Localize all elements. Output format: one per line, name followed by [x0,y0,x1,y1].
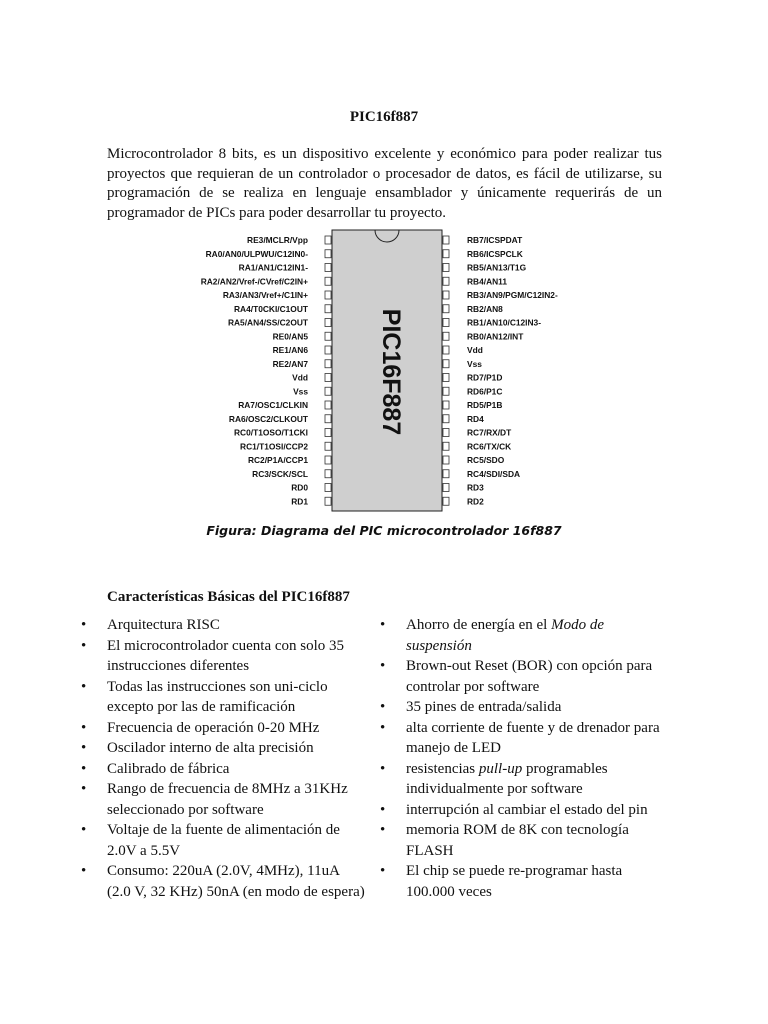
pin-label-right: RB0/AN12/INT [467,331,524,342]
pin-pad-right [443,319,449,327]
features-list-left [81,615,365,902]
feature-text: Oscilador interno de alta precisión [107,740,314,756]
feature-text: Voltaje de la fuente de alimentación de 2.0V a 5.5V [107,822,340,859]
pin-pad-left [325,401,331,409]
pin-pad-left [325,236,331,244]
pin-label-left: RC0/T1OSO/T1CKI [234,427,308,438]
bullet-icon: • [380,822,386,838]
feature-item [81,636,365,677]
pin-label-right: RB4/AN11 [467,276,508,287]
pin-label-left: RA0/AN0/ULPWU/C12IN0- [205,248,308,259]
feature-text: Frecuencia de operación 0-20 MHz [107,719,320,736]
pin-label-right: RC4/SDI/SDA [467,468,521,479]
pin-label-left: RD1 [291,496,308,507]
pin-label-left: Vss [293,386,308,397]
feature-item [380,615,670,656]
pin-label-left: RE2/AN7 [272,358,308,369]
feature-text: alta corriente de fuente y de drenador para manejo de LED [406,719,660,756]
pin-label-left: RA2/AN2/Vref-/CVref/C2IN+ [200,276,308,287]
pin-label-left: RE3/MCLR/Vpp [247,235,308,245]
pin-pad-left [325,415,331,423]
pin-label-left: RA5/AN4/SS/C2OUT [227,317,308,328]
bullet-icon: • [81,822,87,838]
pin-label-left: Vdd [292,372,308,383]
bullet-icon: • [81,678,87,695]
pin-label-left: RC1/T1OSI/CCP2 [240,441,308,452]
pin-label-right: RC7/RX/DT [467,427,512,438]
pin-pad-right [443,442,449,450]
pin-pad-right [443,401,449,409]
bullet-icon: • [81,740,87,756]
pin-label-left: RA3/AN3/Vref+/C1IN+ [222,290,308,300]
feature-text: 35 pines de entrada/salida [406,699,562,715]
pin-pad-right [443,264,449,272]
pin-pad-right [443,277,449,285]
pin-pad-left [325,387,331,395]
feature-item [81,820,365,861]
pin-label-right: RB1/AN10/C12IN3- [467,317,542,328]
pin-label-right: RB7/ICSPDAT [467,235,523,245]
pin-pad-left [325,305,331,313]
pin-pad-left [325,484,331,492]
pin-label-left: RC3/SCK/SCL [252,468,308,479]
pin-pad-right [443,387,449,395]
figure-caption: Figura: Diagrama del PIC microcontrolador 16f887 [206,523,562,538]
pin-pad-right [443,250,449,258]
pin-pad-left [325,346,331,354]
feature-item [81,677,365,718]
feature-text: Calibrado de fábrica [107,760,230,777]
feature-text: Arquitectura RISC [107,617,220,633]
feature-text: Brown-out Reset (BOR) con opción para controlar por software [406,658,653,695]
feature-text: Ahorro de energía en el [406,617,552,633]
feature-item [81,779,365,820]
feature-item [81,615,365,636]
feature-text: programables individualmente por software [406,760,608,797]
feature-item [380,656,670,697]
pin-pad-right [443,346,449,354]
bullet-icon: • [81,617,87,633]
feature-text: interrupción al cambiar el estado del pin [406,801,648,818]
bullet-icon: • [380,699,386,715]
feature-item [81,738,365,759]
pic-pinout-diagram [186,228,586,513]
feature-emphasis: Modo de suspensión [406,617,604,654]
pin-label-right: Vss [467,358,482,369]
pin-label-left: RC2/P1A/CCP1 [247,455,308,465]
pin-pad-left [325,442,331,450]
pin-pad-right [443,456,449,464]
pin-label-right: RB6/ICSPCLK [467,248,523,259]
pin-label-right: RD3 [467,482,484,493]
pin-pad-right [443,484,449,492]
pin-pad-right [443,470,449,478]
feature-text: El microcontrolador cuenta con solo 35 instrucciones diferentes [107,637,345,674]
pin-label-right: RB2/AN8 [467,303,503,314]
feature-text: memoria ROM de 8K con tecnología FLASH [406,822,629,859]
pin-pad-left [325,374,331,382]
bullet-icon: • [380,658,386,674]
pin-pad-right [443,429,449,437]
bullet-icon: • [380,617,386,633]
pin-label-right: Vdd [467,345,483,355]
bullet-icon: • [81,637,87,654]
pin-pad-left [325,332,331,340]
pin-pad-left [325,360,331,368]
document-title: PIC16f887 [349,109,419,125]
pin-label-right: RB5/AN13/T1G [467,262,527,273]
pin-label-right: RB3/AN9/PGM/C12IN2- [467,290,558,300]
bullet-icon: • [81,863,87,879]
pin-label-right: RC6/TX/CK [467,441,512,452]
pin-pad-right [443,305,449,313]
pin-pad-right [443,291,449,299]
pin-pad-left [325,264,331,272]
pin-label-left: RA7/OSC1/CLKIN [238,400,308,410]
pin-label-left: RA6/OSC2/CLKOUT [228,413,308,424]
pin-label-right: RC5/SDO [467,455,505,465]
features-list-right [380,615,670,902]
pin-pad-right [443,415,449,423]
feature-text: Consumo: 220uA (2.0V, 4MHz), 11uA (2.0 V, 32 KHz) 50nA (en modo de espera) [107,863,365,900]
intro-paragraph: Microcontrolador 8 bits, es un dispositivo excelente y económico para poder realizar tus proyectos que requieran de un controlador o procesador de datos, es fácil de utilizarse, su programación de se realiza en lenguaje ensamblador y únicamente requerirás de un programador de PICs para poder desarrollar tu proyecto. [107,146,662,222]
feature-emphasis: pull-up [478,760,523,777]
pin-label-left: RE0/AN5 [272,331,308,342]
feature-item [380,800,670,821]
pin-label-right: RD4 [467,413,484,424]
pin-pad-left [325,250,331,258]
pin-pad-right [443,374,449,382]
bullet-icon: • [380,760,386,777]
bullet-icon: • [380,863,386,879]
pin-label-left: RE1/AN6 [272,345,308,355]
pin-pad-right [443,236,449,244]
section-title: Características Básicas del PIC16f887 [107,589,350,605]
pin-pad-right [443,360,449,368]
pin-pad-left [325,429,331,437]
feature-item [81,759,365,780]
feature-item [81,718,365,739]
feature-item [81,861,365,902]
feature-text: resistencias [406,760,479,777]
pin-pad-left [325,456,331,464]
pin-pad-left [325,319,331,327]
pin-label-right: RD7/P1D [467,372,503,383]
pin-label-left: RA4/T0CKI/C1OUT [234,303,308,314]
feature-text: Rango de frecuencia de 8MHz a 31KHz seleccionado por software [107,781,348,818]
pin-label-right: RD6/P1C [467,386,503,397]
pin-pad-left [325,497,331,505]
bullet-icon: • [81,719,87,736]
pin-pad-right [443,497,449,505]
feature-item [380,759,670,800]
feature-item [380,861,670,902]
pin-pad-left [325,277,331,285]
feature-item [380,697,670,718]
feature-item [380,718,670,759]
feature-text: Todas las instrucciones son uni-ciclo excepto por las de ramificación [107,678,328,715]
pin-label-left: RD0 [291,482,308,493]
pin-label-right: RD2 [467,496,484,507]
chip-label: PIC16F887 [377,308,405,436]
feature-item [380,820,670,861]
pin-label-right: RD5/P1B [467,400,503,410]
feature-text: El chip se puede re-programar hasta 100.000 veces [406,863,623,900]
pin-pad-left [325,470,331,478]
bullet-icon: • [380,801,386,818]
pin-pad-right [443,332,449,340]
pin-pad-left [325,291,331,299]
pin-label-left: RA1/AN1/C12IN1- [238,262,308,273]
bullet-icon: • [81,781,87,797]
bullet-icon: • [380,719,386,736]
bullet-icon: • [81,760,87,777]
